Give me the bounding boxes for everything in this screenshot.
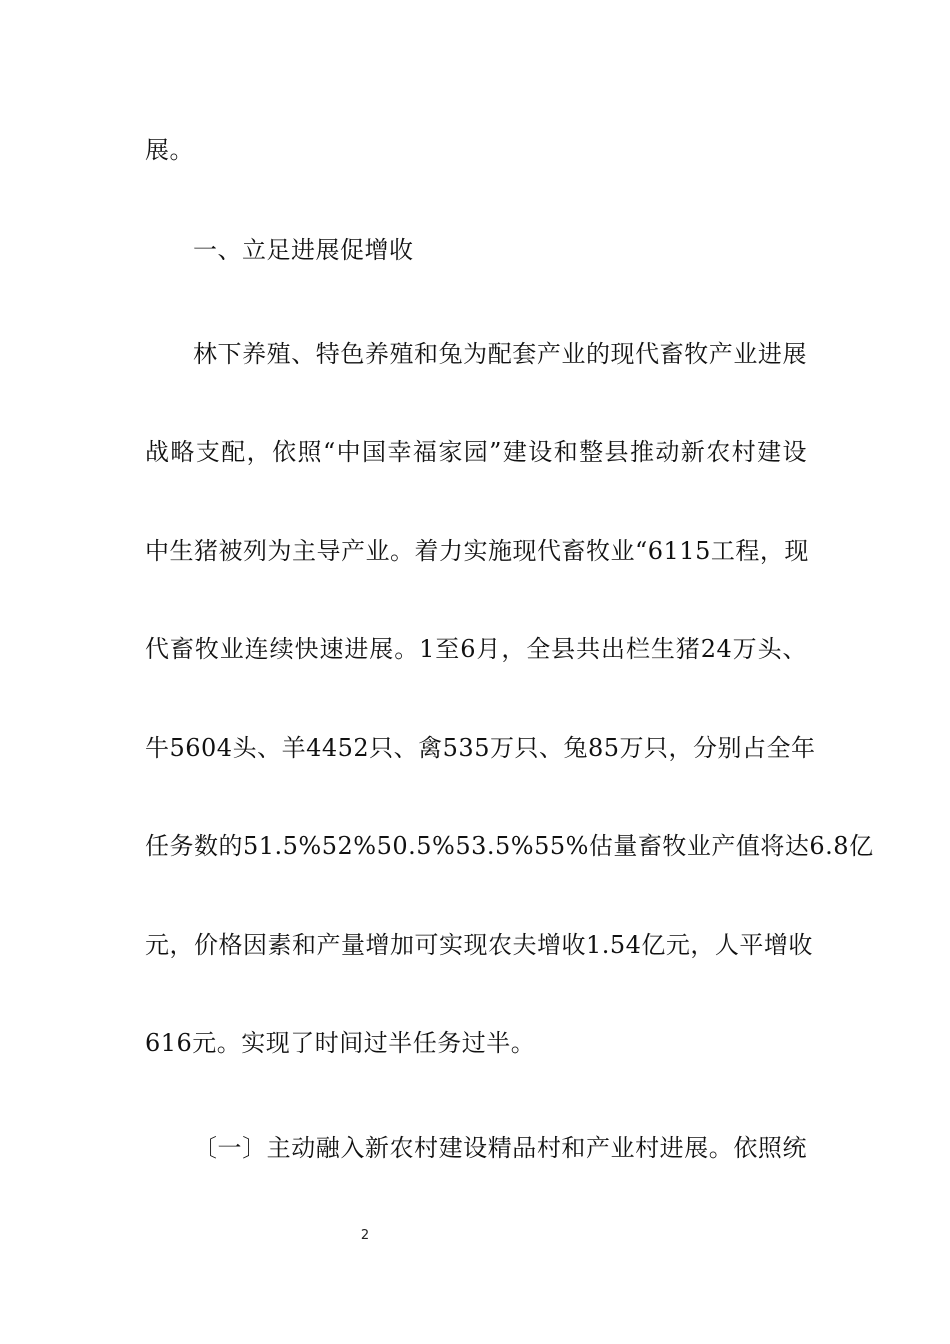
text-line-8: 任务数的51.5%52%50.5%53.5%55%估量畜牧业产值将达6.8亿 xyxy=(145,832,874,860)
text-line-10: 616元。实现了时间过半任务过半。 xyxy=(145,1029,536,1057)
text-line-5: 中生猪被列为主导产业。着力实施现代畜牧业“6115工程，现 xyxy=(145,537,809,565)
text-line-7: 牛5604头、羊4452只、禽535万只、兔85万只，分别占全年 xyxy=(145,734,816,762)
section-heading: 一、立足进展促增收 xyxy=(193,236,414,264)
text-line-6: 代畜牧业连续快速进展。1至6月，全县共出栏生猪24万头、 xyxy=(145,635,807,663)
text-line-9: 元，价格因素和产量增加可实现农夫增收1.54亿元，人平增收 xyxy=(145,931,813,959)
page-number: 2 xyxy=(360,1228,370,1243)
text-line-4: 战略支配，依照“中国幸福家园”建设和整县推动新农村建设 xyxy=(145,438,807,466)
subsection-line: 〔一〕主动融入新农村建设精品村和产业村进展。依照统 xyxy=(193,1134,807,1162)
text-line-1: 展。 xyxy=(145,136,194,164)
text-line-3: 林下养殖、特色养殖和兔为配套产业的现代畜牧产业进展 xyxy=(193,340,807,368)
